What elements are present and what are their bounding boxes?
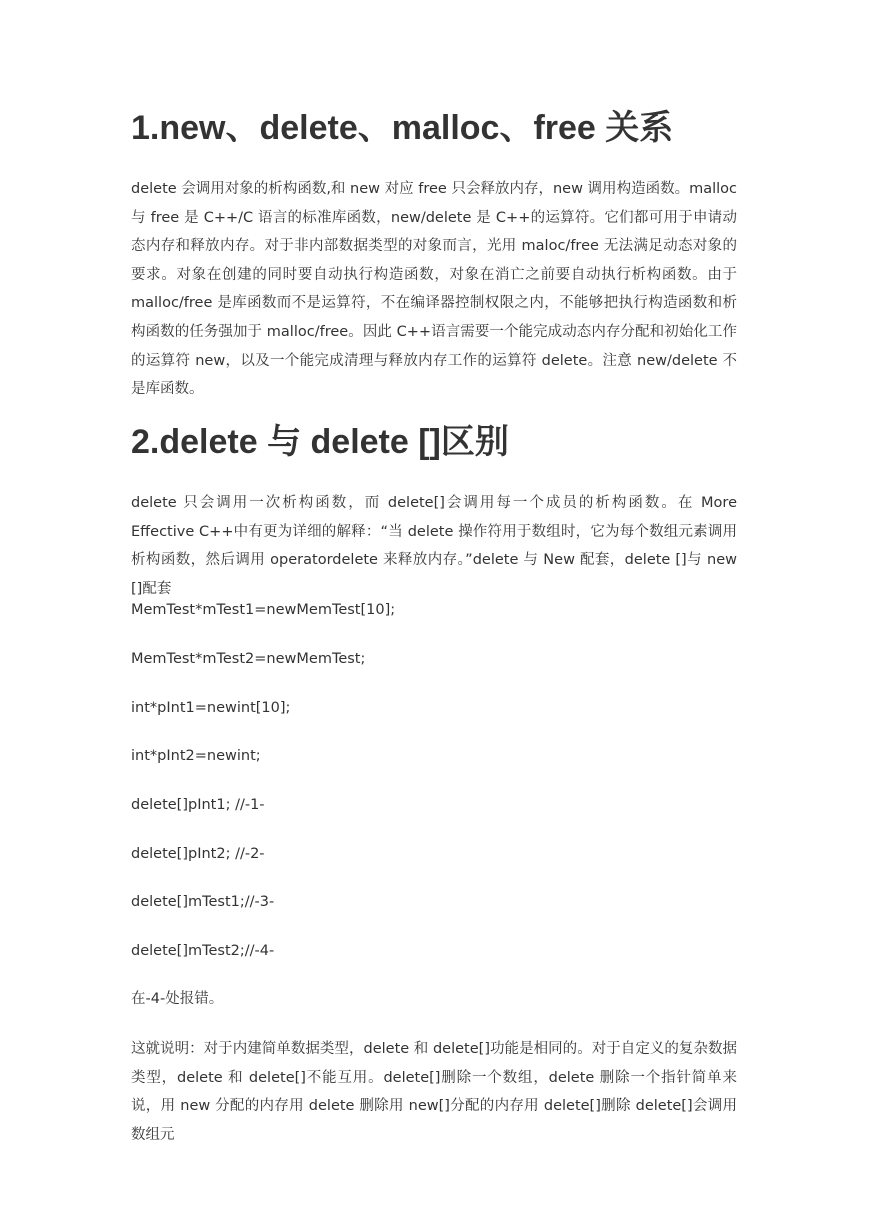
code-line: MemTest*mTest2=newMemTest;	[131, 651, 366, 667]
code-line: int*pInt1=newint[10];	[131, 700, 291, 716]
code-line: delete[]pInt2; //-2-	[131, 846, 265, 862]
section-1-paragraph: delete 会调用对象的析构函数,和 new 对应 free 只会释放内存，new 调用构造函数。malloc 与 free 是 C++/C 语言的标准库函数，new/delete 是 C++的运算符。它们都可用于申请动态内存和释放内存。对于非内部数据类型的对象而言，光用 maloc/free 无法满足动态对象的要求。对象在创建的同时要自动执行构造函数，对象在消亡之前要自动执行析构函数。由于 malloc/free 是库函数而不是运算符，不在编译器控制权限之内，不能够把执行构造函数和析构函数的任务强加于 malloc/free。因此 C++语言需要一个能完成动态内存分配和初始化工作的运算符 new，以及一个能完成清理与释放内存工作的运算符 delete。注意 new/delete 不是库函数。	[131, 181, 737, 398]
section-1-heading: 1.new、delete、malloc、free 关系	[131, 109, 674, 147]
code-line: delete[]mTest2;//-4-	[131, 943, 275, 959]
error-note: 在-4-处报错。	[131, 991, 224, 1007]
explanation-paragraph: 这就说明：对于内建简单数据类型，delete 和 delete[]功能是相同的。对于自定义的复杂数据类型，delete 和 delete[]不能互用。delete[]删除一个数组，delete 删除一个指针简单来说，用 new 分配的内存用 delete 删除用 new[]分配的内存用 delete[]删除 delete[]会调用数组元	[131, 1041, 737, 1143]
section-2-heading: 2.delete 与 delete []区别	[131, 423, 509, 461]
code-line: MemTest*mTest1=newMemTest[10];	[131, 602, 396, 618]
section-2-paragraph: delete 只会调用一次析构函数，而 delete[]会调用每一个成员的析构函数。在 More Effective C++中有更为详细的解释：“当 delete 操作符用于数组时，它为每个数组元素调用析构函数，然后调用 operatordelete 来释放内存。”delete 与 New 配套，delete []与 new []配套	[131, 495, 737, 597]
code-line: delete[]mTest1;//-3-	[131, 894, 275, 910]
code-line: delete[]pInt1; //-1-	[131, 797, 265, 813]
code-line: int*pInt2=newint;	[131, 748, 261, 764]
